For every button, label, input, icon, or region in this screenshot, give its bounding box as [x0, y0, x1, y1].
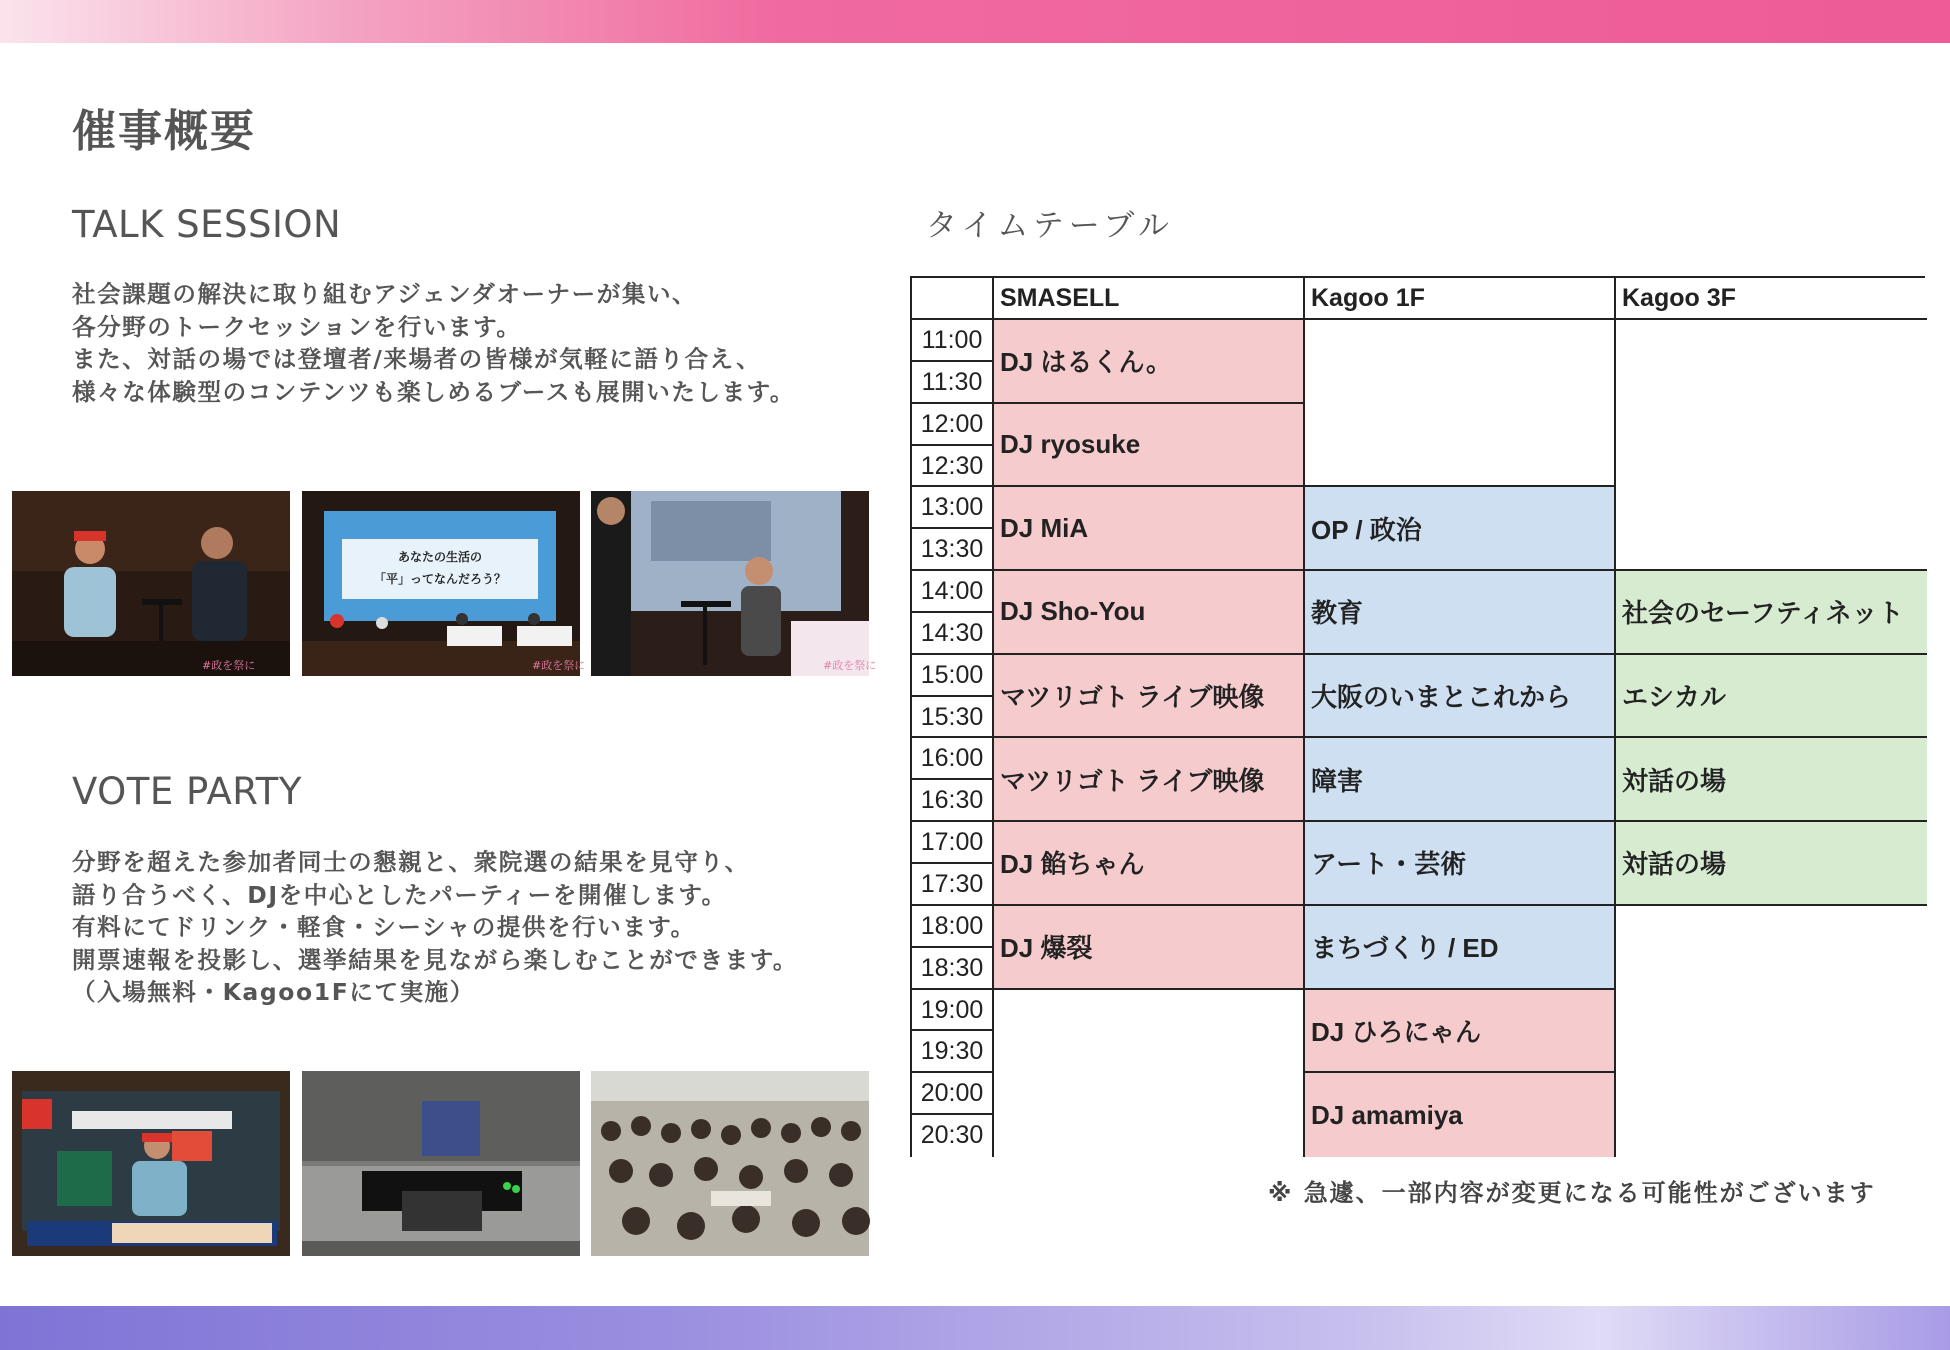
time-slot: 13:30 [912, 529, 994, 571]
column-header-smasell: SMASELL [994, 278, 1305, 320]
time-slot: 12:30 [912, 446, 994, 488]
smasell-slot: マツリゴト ライブ映像 [994, 655, 1305, 739]
talk-session-photo-2 [302, 491, 586, 676]
bottom-accent-bar [0, 1306, 1950, 1350]
smasell-slot: DJ はるくん。 [994, 320, 1305, 404]
smasell-slot: DJ MiA [994, 487, 1305, 571]
kagoo1f-slot: 障害 [1305, 738, 1616, 822]
hashtag-text: #政を祭に [823, 659, 877, 672]
talk-session-photo-3 [591, 491, 877, 676]
talk-line: 様々な体験型のコンテンツも楽しめるブースも展開いたします。 [72, 377, 795, 406]
top-accent-bar [0, 0, 1950, 43]
time-slot: 17:00 [912, 822, 994, 864]
kagoo3f-slot: 社会のセーフティネット [1616, 571, 1927, 655]
talk-session-description [72, 278, 872, 408]
smasell-slot: マツリゴト ライブ映像 [994, 738, 1305, 822]
vote-party-photo-1 [12, 1071, 290, 1256]
smasell-slot: DJ Sho-You [994, 571, 1305, 655]
hashtag-text: #政を祭に [532, 659, 586, 672]
vote-line: 語り合うべく、DJを中心としたパーティーを開催します。 [72, 880, 727, 909]
kagoo1f-slot: DJ amamiya [1305, 1073, 1616, 1157]
vote-line: （入場無料・Kagoo1Fにて実施） [72, 978, 475, 1006]
time-slot: 20:30 [912, 1115, 994, 1157]
kagoo3f-empty-slot [1616, 320, 1927, 571]
talk-line: 各分野のトークセッションを行います。 [72, 312, 522, 341]
timetable-grid [910, 276, 1925, 1157]
time-slot: 16:30 [912, 780, 994, 822]
talk-line: また、対話の場では登壇者/来場者の皆様が気軽に語り合え、 [72, 345, 762, 373]
talk-session-photo-1 [12, 491, 290, 676]
timetable-corner [912, 278, 994, 320]
smasell-empty-slot [994, 990, 1305, 1157]
time-slot: 11:30 [912, 362, 994, 404]
time-slot: 19:00 [912, 990, 994, 1032]
time-slot: 15:00 [912, 655, 994, 697]
talk-line: 社会課題の解決に取り組むアジェンダオーナーが集い、 [72, 280, 698, 308]
vote-line: 分野を超えた参加者同士の懇親と、衆院選の結果を見守り、 [72, 848, 750, 876]
vote-party-photo-2 [302, 1071, 580, 1256]
timetable-heading: タイムテーブル [926, 208, 1174, 244]
change-notice: ※ 急遽、一部内容が変更になる可能性がございます [1268, 1179, 1876, 1207]
kagoo1f-empty-slot [1305, 320, 1616, 487]
kagoo1f-slot: OP / 政治 [1305, 487, 1616, 571]
screen-text-1: あなたの生活の [397, 550, 483, 564]
kagoo1f-slot: 大阪のいまとこれから [1305, 655, 1616, 739]
smasell-slot: DJ 餡ちゃん [994, 822, 1305, 906]
time-slot: 16:00 [912, 738, 994, 780]
column-header-kagoo-3f: Kagoo 3F [1616, 278, 1927, 320]
smasell-slot: DJ ryosuke [994, 404, 1305, 488]
time-slot: 17:30 [912, 864, 994, 906]
smasell-slot: DJ 爆裂 [994, 906, 1305, 990]
time-slot: 15:30 [912, 697, 994, 739]
column-header-kagoo-1f: Kagoo 1F [1305, 278, 1616, 320]
kagoo3f-slot: エシカル [1616, 655, 1927, 739]
kagoo3f-empty-slot [1616, 906, 1927, 1157]
time-slot: 19:30 [912, 1031, 994, 1073]
time-slot: 11:00 [912, 320, 994, 362]
kagoo1f-slot: まちづくり / ED [1305, 906, 1616, 990]
talk-session-heading: TALK SESSION [72, 203, 342, 246]
time-slot: 18:30 [912, 948, 994, 990]
kagoo1f-slot: アート・芸術 [1305, 822, 1616, 906]
screen-text-2: 「平」ってなんだろう？ [373, 572, 507, 586]
vote-party-description [72, 846, 872, 1009]
vote-party-heading: VOTE PARTY [72, 770, 302, 813]
kagoo3f-slot: 対話の場 [1616, 822, 1927, 906]
time-slot: 20:00 [912, 1073, 994, 1115]
time-slot: 12:00 [912, 404, 994, 446]
kagoo1f-slot: DJ ひろにゃん [1305, 990, 1616, 1074]
vote-party-photo-3 [591, 1071, 869, 1256]
time-slot: 14:00 [912, 571, 994, 613]
hashtag-text: #政を祭に [202, 659, 256, 672]
page-title: 催事概要 [72, 106, 256, 157]
time-slot: 14:30 [912, 613, 994, 655]
kagoo3f-slot: 対話の場 [1616, 738, 1927, 822]
time-slot: 18:00 [912, 906, 994, 948]
vote-line: 有料にてドリンク・軽食・シーシャの提供を行います。 [72, 913, 696, 941]
time-slot: 13:00 [912, 487, 994, 529]
kagoo1f-slot: 教育 [1305, 571, 1616, 655]
vote-line: 開票速報を投影し、選挙結果を見ながら楽しむことができます。 [72, 945, 799, 974]
